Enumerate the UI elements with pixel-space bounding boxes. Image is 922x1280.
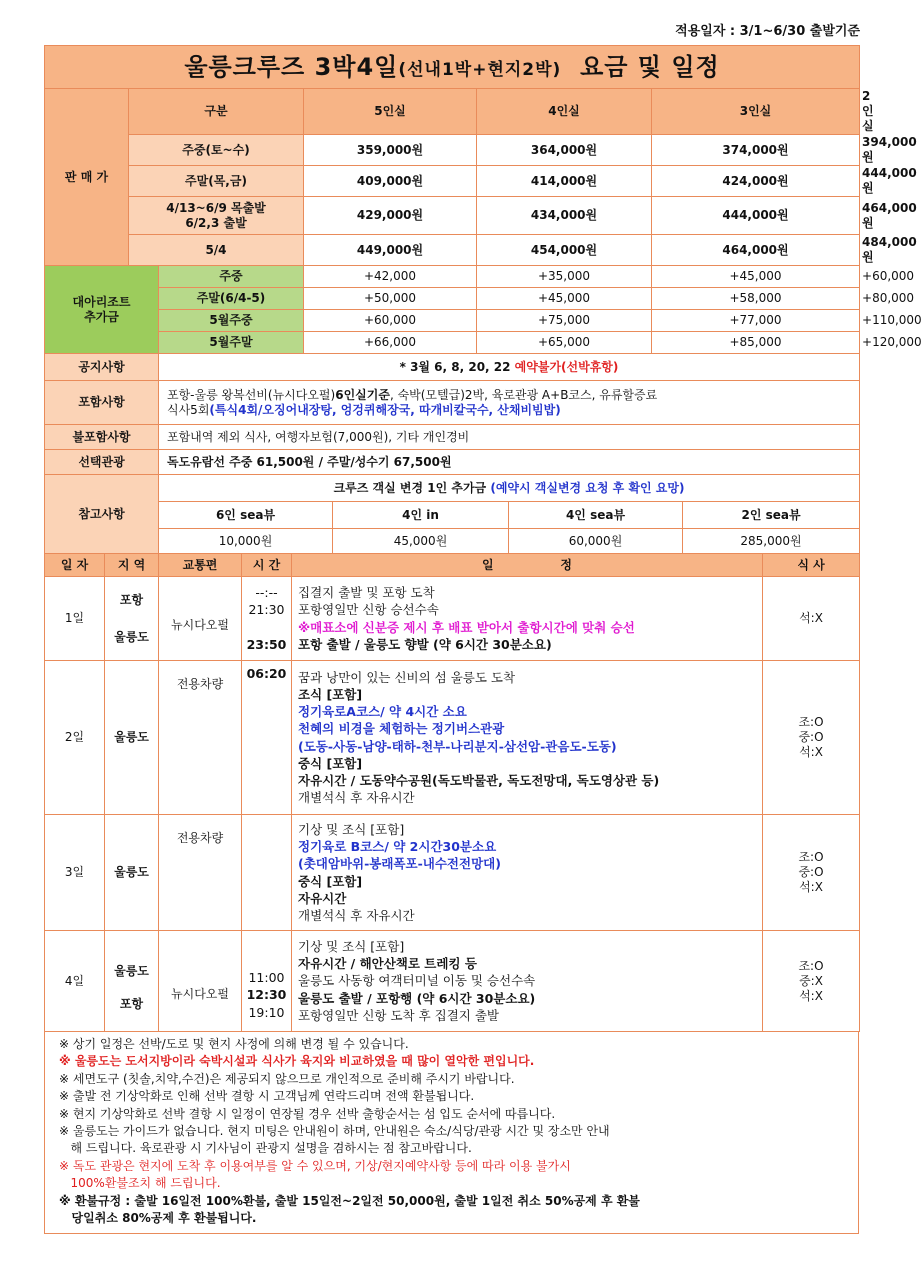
schedule-day-2: 2일 울릉도 전용차량 06:20 꿈과 낭만이 있는 신비의 섬 울릉도 도착 조식 [포함] 정기육로A코스/ 약 4시간 소요 천혜의 비경을 체험하는 정기버스관광 (도동-사동-남양-태하-천부-나리분지-삼선암-관음도-도동) 중식 [포함] 자유시간 / 도동약수공원(독도박물관, 독도전망대, 독도영상관 등) 개별석식 후 자유시간 조:O 중:O 석:X	[45, 661, 860, 815]
note-item: ※ 세면도구 (칫솔,치약,수건)은 제공되지 않으므로 개인적으로 준비해 주시기 바랍니다.	[59, 1071, 515, 1086]
table-row: 5월주중 +60,000 +75,000 +77,000 +110,000	[45, 310, 860, 332]
page-title: 울릉크루즈 3박4일(선내1박+현지2박) 요금 및 일정	[45, 46, 860, 89]
optional-tour-text: 독도유람선 주중 61,500원 / 주말/성수기 67,500원	[159, 450, 860, 475]
price-sheet	[44, 45, 922, 1234]
excluded-label: 불포함사항	[45, 425, 159, 450]
table-row: 대아리조트 추가금 주중 +42,000 +35,000 +45,000 +60,000	[45, 266, 860, 288]
schedule-day-1: 1일 포항 울릉도 뉴시다오펄 --:-- 21:30 23:50 집결지 출발 및 포항 도착 포항영일만 신항 승선수속 ※매표소에 신분증 제시 후 배표 받아서 출항시간에 맞춰 승선 포항 출발 / 울릉도 향발 (약 6시간 30분소요) 석:X	[45, 577, 860, 661]
note-item: ※ 환불규정 : 출발 16일전 100%환불, 출발 15일전~2일전 50,000원, 출발 1일전 취소 50%공제 후 환불 당일취소 80%공제 후 환불됩니다.	[59, 1193, 640, 1225]
schedule-table: 일 자 지 역 교통편 시 간 일 정 식 사 1일 포항 울릉도 뉴시다오펄 --:-- 21:30 23:50 집결지 출발 및 포항 도착 포항영일만 신항 승선수속 ※매표소에 신분증 제시 후 배표 받아서 출항시간에 맞춰 승선 포항 출발 / 울릉도 향발 (약 6시간 30분소요) 석:X 2일 울릉도 전용차량 06:20 꿈과 낭만이 있는 신비의 섬 울릉도 도착 조식 [포함] 정기육로A코스/ 약 4시간 소요 천혜의 비경을 체험하는 정기버스관광 (도동-사동-남양-태하-천부-나리분지-삼선암-관음도-도동) 중식 [포함] 자유시간 / 도동약수공원(독도박물관, 독도전망대, 독도영상관 등) 개별석식 후 자유시간 조:O 중:O 석:X 3일 울릉도 전용차량 기상 및 조식 [포함] 정기육로 B코스/ 약 2시간30분소요 (촛대암바위-봉래폭포-내수전전망대) 중식 [포함] 자유시간 개별석식 후 자유시간 조:O 중:O 석:X 4일 울릉도 포항 뉴시다오펄 11:00 12:30 19:10 기상 및 조식 [포함] 자유시간 / 해안산책로 트레킹 등 울릉도 사동항 여객터미널 이동 및 승선수속 울릉도 출발 / 포항행 (약 6시간 30분소요) 포항영일만 신항 도착 후 집결지 출발 조:O 중:X 석:X	[44, 553, 860, 1032]
optional-tour-label: 선택관광	[45, 450, 159, 475]
note-item: ※ 독도 관광은 현지에 도착 후 이용여부를 알 수 있으며, 기상/현지예약사항 등에 따라 이용 불가시 100%환불조치 해 드립니다.	[59, 1158, 571, 1191]
notice-text: * 3월 6, 8, 20, 22 예약불가(선박휴항)	[159, 354, 860, 381]
note-item: ※ 출발 전 기상악화로 인해 선박 결항 시 고객님께 연락드리며 전액 환불됩니다.	[59, 1089, 475, 1104]
note-item: ※ 울릉도는 가이드가 없습니다. 현지 미팅은 안내원이 하며, 안내원은 숙소/식당/관광 시간 및 장소만 안내 해 드립니다. 육로관광 시 기사님이 관광지 설명을 겸하시는 점 참고바랍니다.	[59, 1123, 610, 1156]
apply-date: 적용일자 : 3/1~6/30 출발기준	[675, 24, 860, 39]
excluded-text: 포함내역 제외 식사, 여행자보험(7,000원), 기타 개인경비	[159, 425, 860, 450]
resort-surcharge-label: 대아리조트 추가금	[45, 266, 159, 354]
note-item: ※ 울릉도는 도서지방이라 숙박시설과 식사가 육지와 비교하였을 때 많이 열악한 편입니다.	[59, 1054, 535, 1069]
included-text: 포항-울릉 왕복선비(뉴시다오펄)6인실기준, 숙박(모텔급)2박, 육로관광 A+B코스, 유류할증료 식사5회(특식4회/오징어내장탕, 엉겅퀴해장국, 따개비칼국수, 산채비빔밥)	[159, 381, 860, 425]
schedule-day-4: 4일 울릉도 포항 뉴시다오펄 11:00 12:30 19:10 기상 및 조식 [포함] 자유시간 / 해안산책로 트레킹 등 울릉도 사동항 여객터미널 이동 및 승선수속 울릉도 출발 / 포항행 (약 6시간 30분소요) 포항영일만 신항 도착 후 집결지 출발 조:O 중:X 석:X	[45, 931, 860, 1032]
reference-label: 참고사항	[45, 475, 159, 554]
note-item: ※ 상기 일정은 선박/도로 및 현지 사정에 의해 변경 될 수 있습니다.	[59, 1037, 409, 1051]
notes-section	[44, 1032, 859, 1234]
reference-heading: 크루즈 객실 변경 1인 추가금 (예약시 객실변경 요청 후 확인 요망)	[159, 475, 860, 502]
price-table: 울릉크루즈 3박4일(선내1박+현지2박) 요금 및 일정 판 매 가 구분 5인실 4인실 3인실 2인실 주중(토~수) 359,000원 364,000원 374,000원 394,000원 주말(목,금) 409,000원 414,000원 424,000원 444,000원 4/13~6/9 목출발 6/2,3 출발 429,000원 434,000원 444,000원 464,000원 5/4 449,000원 454,000원 464,000원 484,000원 대아리조트 추가금 주중 +42,000 +35,000 +45,000 +60,000 주말(6/4-5) +50,000 +45,000 +58,000 +80,000 5월주중 +60,000 +75,000 +77,000 +110,000 5월주말 +66,000 +65,000 +85,000 +120,000 공지사항 * 3월 6, 8, 20, 22 예약불가(선박휴항) 포함사항 포항-울릉 왕복선비(뉴시다오펄)6인실기준, 숙박(모텔급)2박, 육로관광 A+B코스, 유류할증료 식사5회(특식4회/오징어내장탕, 엉겅퀴해장국, 따개비칼국수, 산채비빔밥) 불포함사항 포함내역 제외 식사, 여행자보험(7,000원), 기타 개인경비 선택관광 독도유람선 주중 61,500원 / 주말/성수기 67,500원	[44, 45, 860, 475]
included-label: 포함사항	[45, 381, 159, 425]
note-item: ※ 현지 기상악화로 선박 결항 시 일정이 연장될 경우 선박 출항순서는 섬 입도 순서에 따릅니다.	[59, 1106, 556, 1121]
table-row: 주말(6/4-5) +50,000 +45,000 +58,000 +80,000	[45, 288, 860, 310]
notice-label: 공지사항	[45, 354, 159, 381]
table-row: 5/4 449,000원 454,000원 464,000원 484,000원	[45, 235, 860, 266]
sales-price-label: 판 매 가	[45, 89, 129, 266]
table-row: 주중(토~수) 359,000원 364,000원 374,000원 394,000원	[45, 135, 860, 166]
table-row: 5월주말 +66,000 +65,000 +85,000 +120,000	[45, 332, 860, 354]
reference-table: 참고사항 크루즈 객실 변경 1인 추가금 (예약시 객실변경 요청 후 확인 요망) 6인 sea뷰 4인 in 4인 sea뷰 2인 sea뷰 10,000원 45,000원 60,000원 285,000원	[44, 474, 860, 554]
table-row: 4/13~6/9 목출발 6/2,3 출발 429,000원 434,000원 444,000원 464,000원	[45, 197, 860, 235]
schedule-day-3: 3일 울릉도 전용차량 기상 및 조식 [포함] 정기육로 B코스/ 약 2시간30분소요 (촛대암바위-봉래폭포-내수전전망대) 중식 [포함] 자유시간 개별석식 후 자유시간 조:O 중:O 석:X	[45, 815, 860, 931]
table-row: 주말(목,금) 409,000원 414,000원 424,000원 444,000원	[45, 166, 860, 197]
